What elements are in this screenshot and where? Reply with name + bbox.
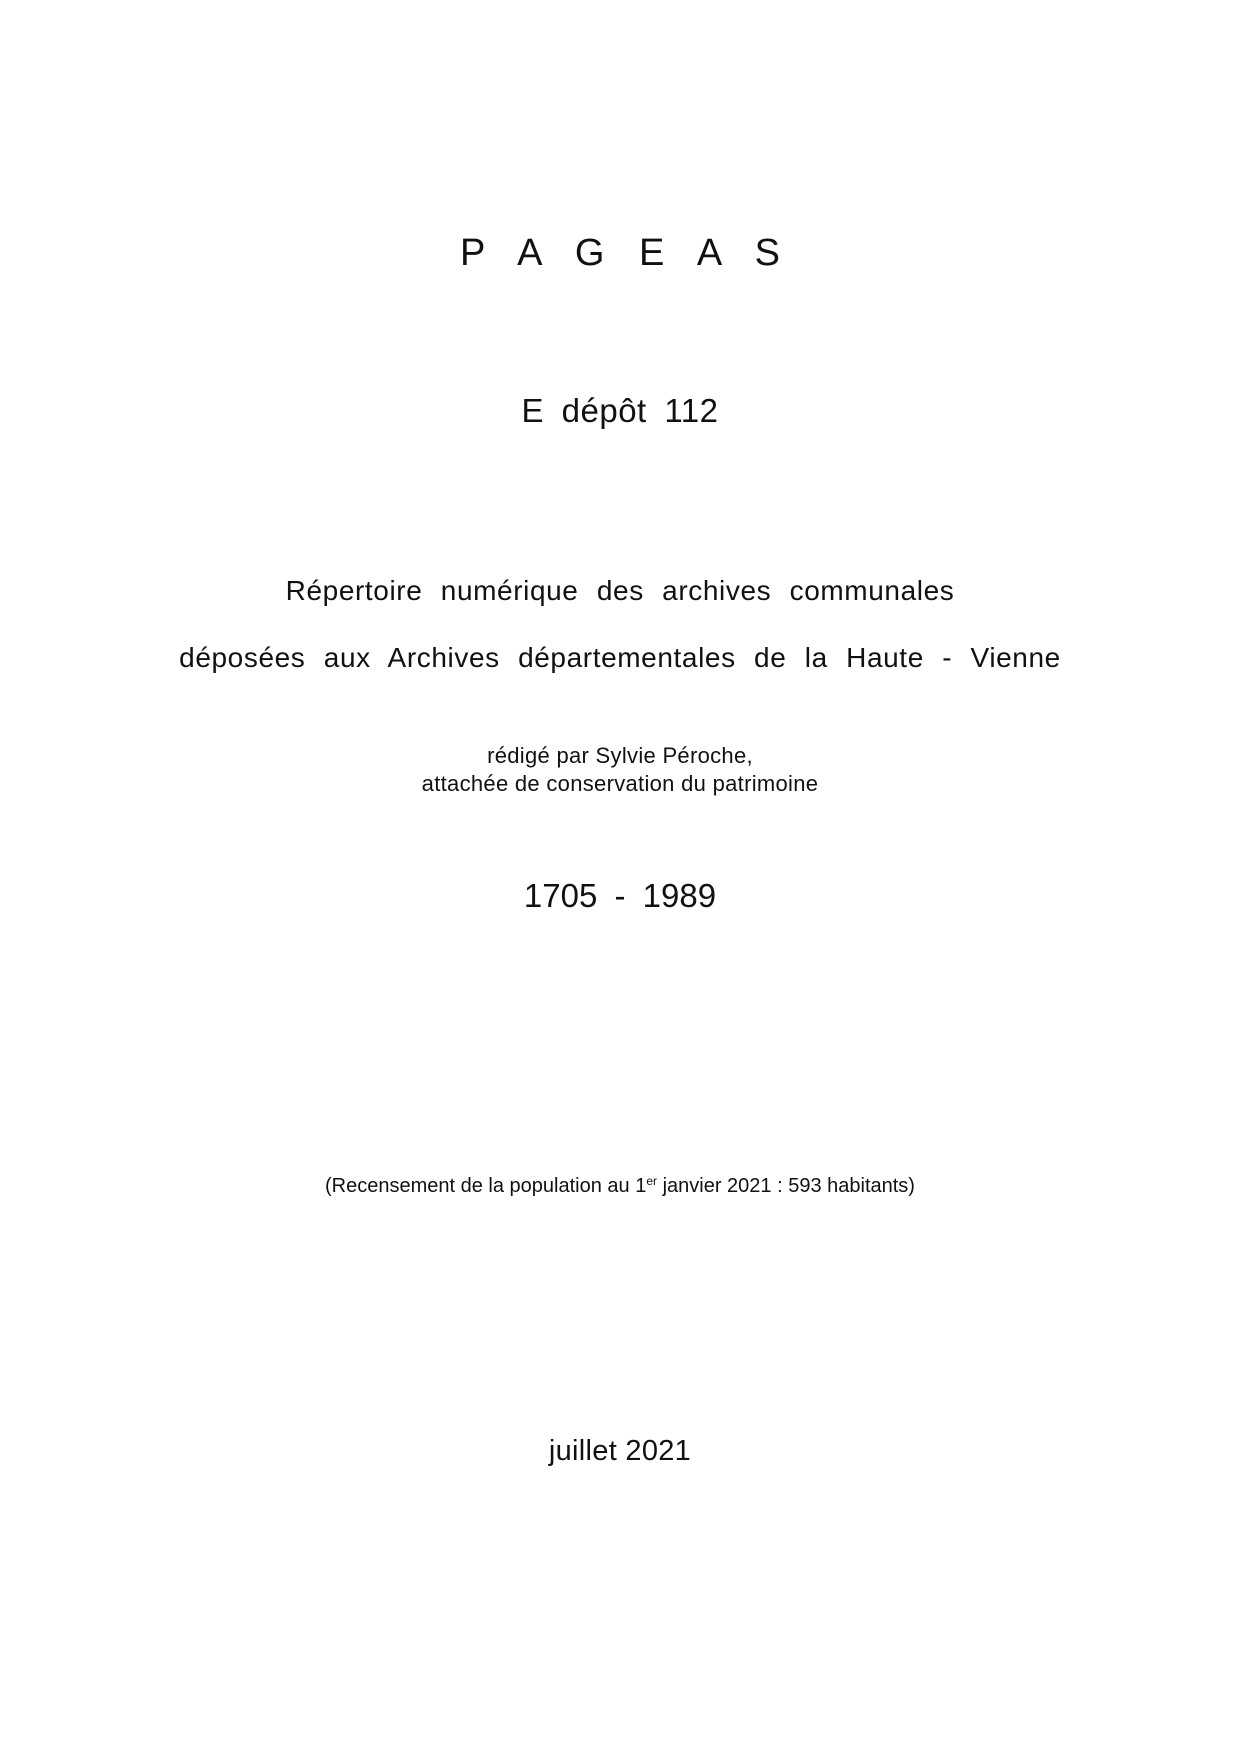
census-suffix: janvier 2021 : 593 habitants) [657,1175,915,1197]
census-prefix: (Recensement de la population au 1 [325,1175,647,1197]
description-line-1: Répertoire numérique des archives communales [285,575,955,606]
author-line-2: attachée de conservation du patrimoine [421,771,819,796]
edition-date: juillet 2021 [548,1435,692,1467]
author-line-1: rédigé par Sylvie Péroche, [487,743,753,768]
description-line-2: déposées aux Archives départementales de la Haute - Vienne [179,642,1061,673]
date-range: 1705 - 1989 [523,877,717,914]
census-superscript: er [646,1174,658,1188]
archive-reference: E dépôt 112 [521,392,719,429]
commune-title: P A G E A S [459,232,792,274]
census-note [0,1175,1240,1198]
